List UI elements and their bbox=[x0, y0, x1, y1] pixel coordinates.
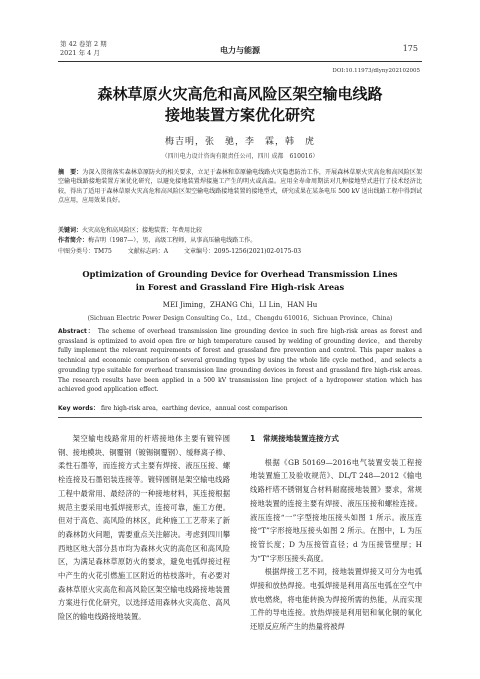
article-number: 文章编号：2095-1256(2021)02-0175-03 bbox=[183, 248, 302, 255]
journal-name: 电力与能源 bbox=[220, 46, 260, 55]
author-introduction bbox=[58, 236, 422, 245]
volume-issue: 第 42 卷第 2 期 bbox=[60, 40, 107, 48]
classification-line bbox=[58, 246, 315, 255]
chinese-keywords bbox=[58, 226, 422, 235]
chinese-keywords-label: 关键词： bbox=[58, 227, 83, 234]
page-number: 175 bbox=[402, 44, 418, 53]
body-left-column bbox=[58, 432, 230, 624]
english-abstract bbox=[58, 327, 422, 395]
chinese-title-line-2: 接地装置方案优化研究 bbox=[164, 106, 315, 124]
clc-number: 中图分类号：TM75 bbox=[58, 248, 112, 255]
author-introduction-text: 梅吉明（1987—），男，高级工程师，从事高压输电线路工作。 bbox=[88, 237, 257, 244]
section-paragraph-2: 根据焊接工艺不同，接地装置焊接又可分为电弧焊接和放热焊接。电弧焊接是利用高压电弧在空气中放电燃烧，将电能转换为焊接所需的热能，从而实现工件的导电连接。放热焊接是利用铝和氧化铜的氧化还原反应所产生的热量将被焊 bbox=[250, 567, 422, 632]
chinese-title bbox=[0, 84, 480, 126]
english-title-line-2: in Forest and Grassland Fire High-risk Areas bbox=[135, 281, 345, 292]
english-keywords bbox=[58, 404, 422, 413]
publication-date: 2021 年 4 月 bbox=[60, 49, 100, 57]
chinese-affiliation: （四川电力设计咨询有限责任公司，四川 成都 610016） bbox=[161, 153, 319, 160]
section-heading: 1 常规接地装置连接方式 bbox=[250, 434, 339, 443]
intro-paragraph: 架空输电线路常用的杆塔接地体主要有镀锌圆钢、接地模块、铜覆钢（镀锡铜覆钢）、缓释离子棒、柔性石墨等，而连接方式主要有焊接、液压压接、螺栓连接及石墨铝装连接等。镀锌圆钢是架空输电线路工程中最常用、最经济的一种接地材料，其连接根据规范主要采用电弧焊接形式，连接可靠，施工方便。但对于高危、高风险的林区，此种施工工艺带来了新的森林防火问题，需要重点关注解决。考虑到四川攀西地区地大部分县市均为森林火灾的高危区和高风险区，为满足森林草原防火的要求，避免电弧焊接过程中产生的火花引燃施工区附近的枯枝落叶，有必要对森林草原火灾高危和高风险区架空输电线路接地装置方案进行优化研究，以选择适用森林火灾高危、高风险区的输电线路接地装置。 bbox=[58, 434, 230, 622]
chinese-abstract-label: 摘 要： bbox=[58, 169, 83, 176]
english-title bbox=[0, 268, 480, 293]
author-introduction-label: 作者简介： bbox=[58, 237, 89, 244]
english-title-line-1: Optimization of Grounding Device for Overhead Transmission Lines bbox=[82, 269, 398, 279]
english-abstract-label: Abstract： bbox=[58, 328, 95, 335]
chinese-authors: 梅吉明，张 驰，李 霖，韩 虎 bbox=[164, 137, 315, 147]
chinese-keywords-text: 火灾高危和高风险区；接地装置；年费用比较 bbox=[82, 227, 203, 234]
body-right-column bbox=[250, 432, 422, 634]
chinese-abstract-text: 为深入贯彻落实森林草原防火的相关要求，立足于森林和草原输电线路火灾隐患防治工作，开展森林草原火灾高危和高风险区架空输电线路接地装置方案优化研究，以避免接地装置焊接施工产生的明火或高温。应用全寿命周期法对几种接地型式进行了技术经济比较，得出了适用于森林草原火灾高危和高风险区架空输电线路接地装置的接地型式，研究成果在某条电压 500 kV 送出线路工程中得到试点应用，应用效果良好。 bbox=[58, 169, 422, 204]
english-authors: MEI Jiming，ZHANG Chi，LI Lin，HAN Hu bbox=[162, 301, 318, 309]
section-paragraph-1: 根据《GB 50169—2016电气装置安装工程接地装置施工及验收规范》、DL/T 248—2012《输电线路杆塔不锈钢复合材料耐腐接地装置》要求，常规接地装置的连接主要有焊接、液压压接和螺栓连接。液压连接“一”字型接地压接头如图 1 所示。液压连接“T”字形接地压接头如图 2 所示。在图中，L 为压接管长度；D 为压接管直径；d 为压接管壁厚；H 为“T”字形压接头高度。 bbox=[250, 457, 422, 563]
document-code: 文献标志码：A bbox=[127, 248, 169, 255]
english-affiliation: (Sichuan Electric Power Design Consulting Co.，Ltd.，Chengdu 610016，Sichuan Province，China) bbox=[87, 315, 393, 322]
english-keywords-text: fire high-risk area，earthing device，annual cost comparison bbox=[101, 405, 288, 412]
header-rule bbox=[58, 61, 422, 62]
english-keywords-label: Key words： bbox=[58, 405, 100, 412]
doi[interactable]: DOI:10.11973/dlyny202102005 bbox=[332, 68, 420, 74]
chinese-title-line-1: 森林草原火灾高危和高风险区架空输电线路 bbox=[97, 85, 383, 103]
chinese-abstract bbox=[58, 168, 422, 205]
abstract-divider bbox=[58, 417, 422, 418]
english-abstract-text: The scheme of overhead transmission line grounding device in such fire high-risk areas as forest and grassland is optimized to avoid open fire or high temperature caused by welding of grounding device，and thereby fully implement the relevant requirements of forest and grassland fire prevention and control. This paper makes a technical and economic comparison of several grounding types by using the whole life cycle method，and selects a grounding type suitable for overhead transmission line grounding devices in forest and grassland fire high-risk areas. The research results have been applied in a 500 kV transmission line project of a hydropower station which has achieved good application effect. bbox=[58, 328, 422, 394]
